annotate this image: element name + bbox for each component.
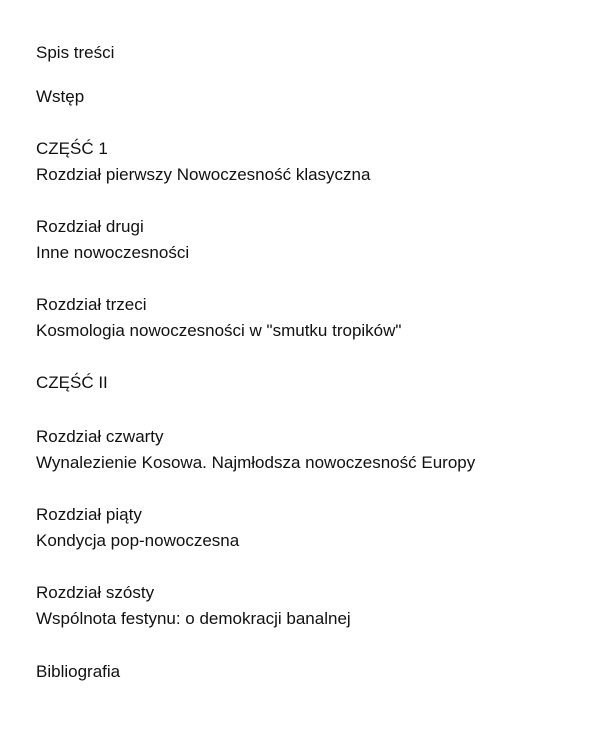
toc-intro: Wstęp: [36, 87, 85, 106]
toc-chapter-1: Rozdział pierwszy Nowoczesność klasyczna: [36, 165, 371, 184]
toc-chapter-2-label: Rozdział drugi: [36, 217, 144, 236]
toc-chapter-5-title: Kondycja pop-nowoczesna: [36, 531, 240, 550]
toc-bibliography: Bibliografia: [36, 662, 121, 681]
toc-chapter-5-label: Rozdział piąty: [36, 505, 142, 524]
toc-heading: Spis treści: [36, 43, 115, 62]
toc-part-1: CZĘŚĆ 1: [36, 139, 108, 158]
toc-chapter-6-label: Rozdział szósty: [36, 583, 155, 602]
toc-chapter-3-title: Kosmologia nowoczesności w "smutku tropików": [36, 321, 402, 340]
toc-chapter-6-title: Wspólnota festynu: o demokracji banalnej: [36, 609, 351, 628]
toc-chapter-2-title: Inne nowoczesności: [36, 243, 190, 262]
toc-chapter-4-title: Wynalezienie Kosowa. Najmłodsza nowoczesność Europy: [36, 453, 476, 472]
toc-chapter-4-label: Rozdział czwarty: [36, 427, 164, 446]
toc-part-2: CZĘŚĆ II: [36, 373, 108, 392]
toc-chapter-3-label: Rozdział trzeci: [36, 295, 147, 314]
